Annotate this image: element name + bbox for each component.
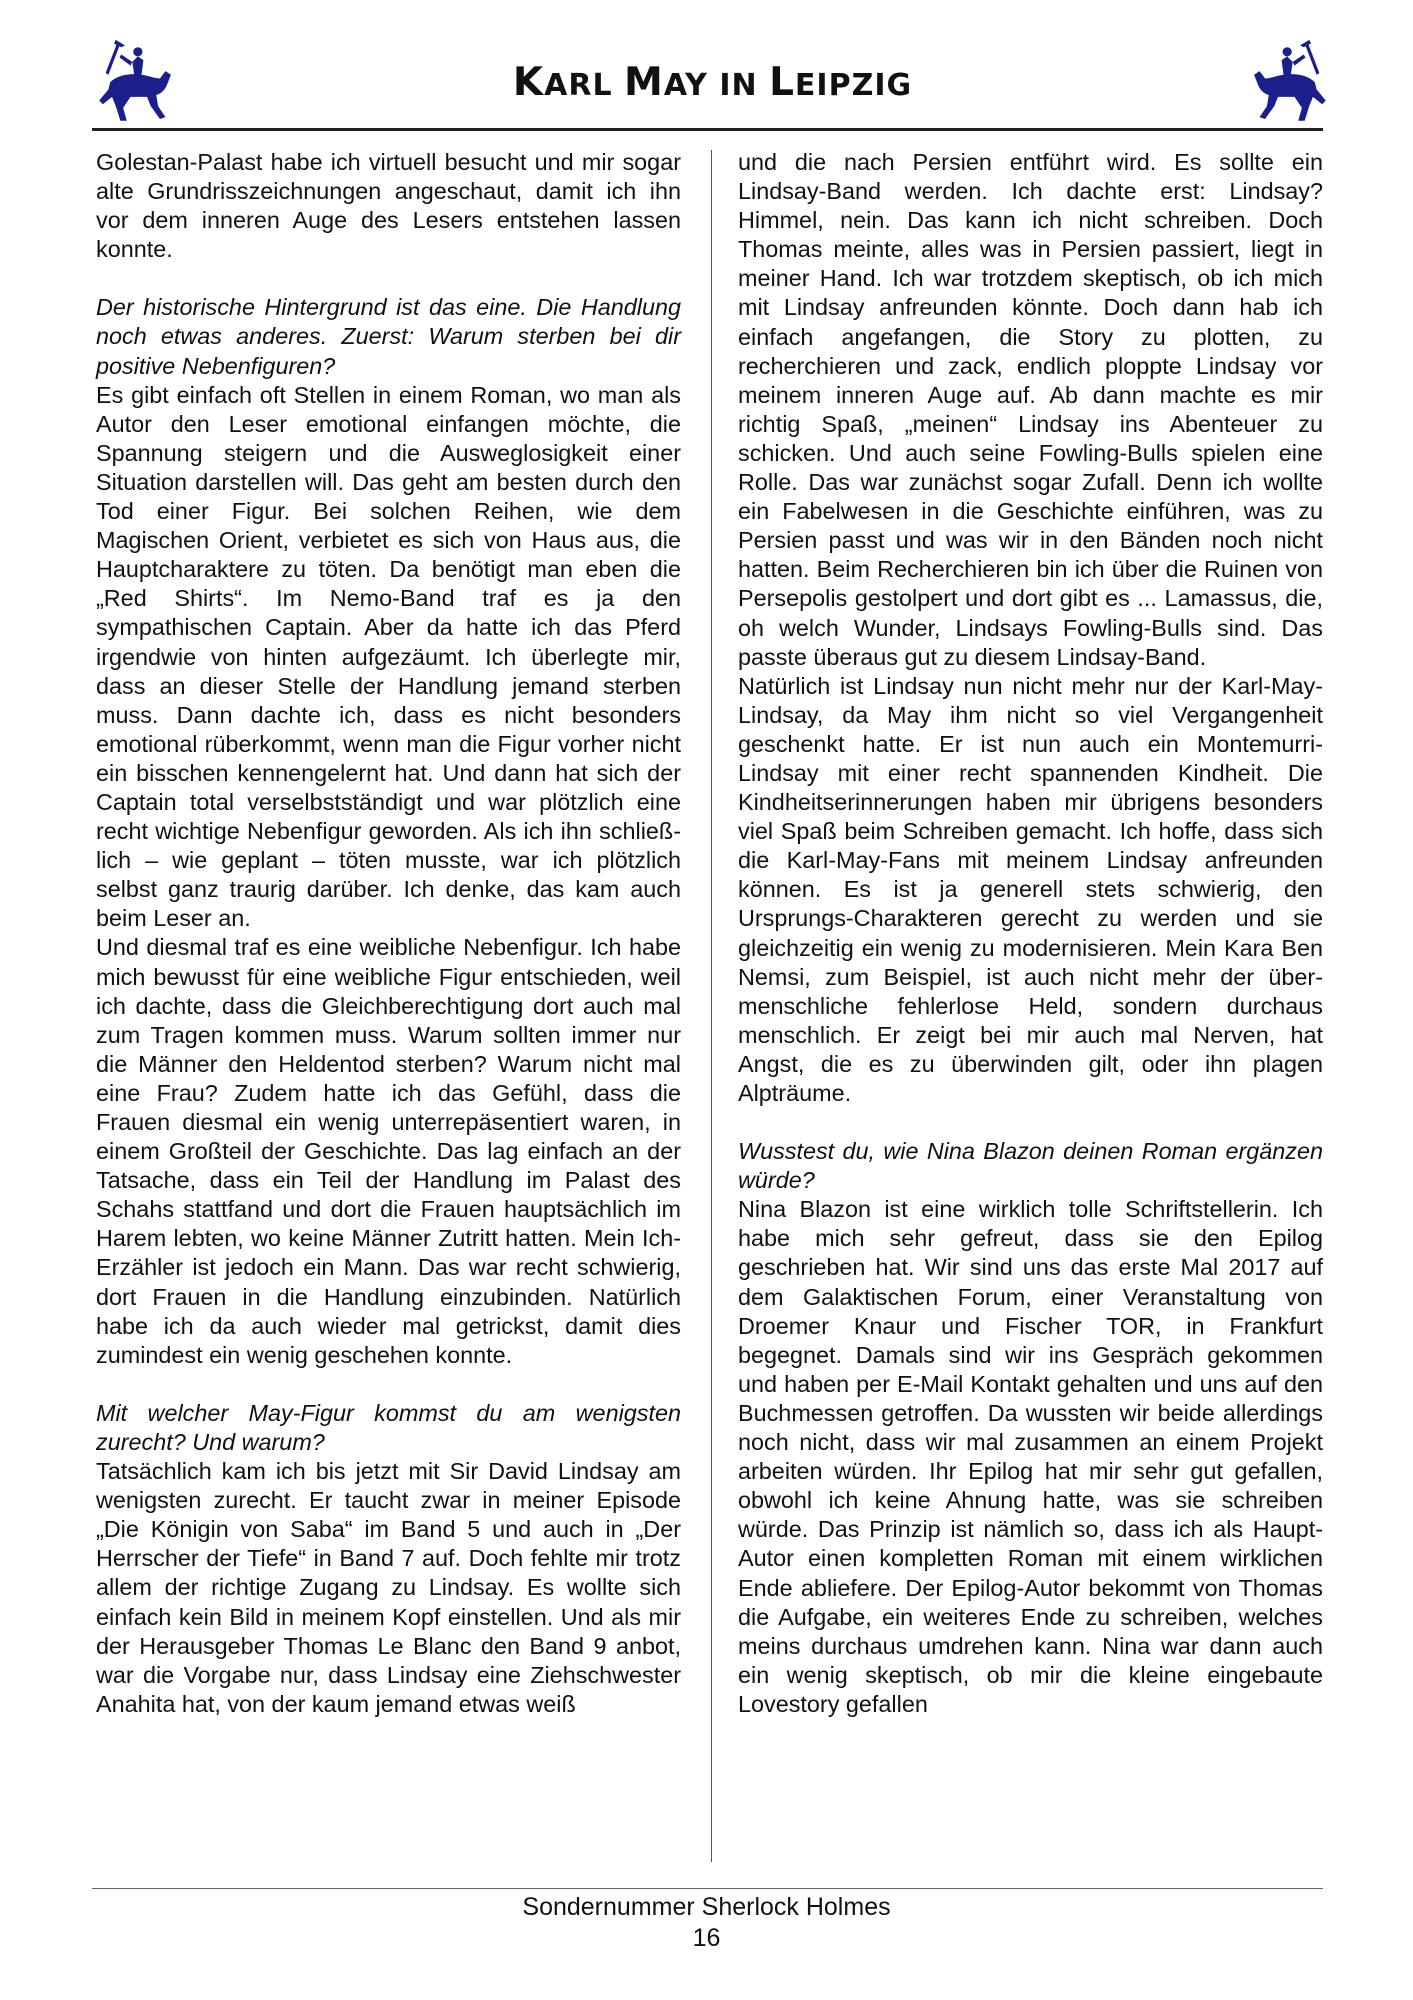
page-header (90, 38, 1335, 130)
publication-name: Sondernummer Sherlock Holmes (522, 1893, 891, 1921)
paragraph: Es gibt einfach oft Stellen in einem Roman, wo man als Autor den Leser emotional einfangen möchte, die Spannung steigern und die Ausweglosigkeit einer Situation darstellen will. Das geht am besten durch den Tod einer Figur. Bei solchen Reihen, wie dem Magischen Orient, verbietet es sich von Haus aus, die Hauptcharaktere zu töten. Da benötigt man eben die „Red Shirts“. Im Nemo-Band traf es ja den sympathischen Captain. Aber da hatte ich das Pferd irgendwie von hinten aufgezäumt. Ich überlegte mir, dass an dieser Stelle der Handlung jemand sterben muss. Dann dachte ich, dass es nicht besonders emotional rüberkommt, wenn man die Figur vorher nicht ein bisschen kennengelernt hat. Und dann hat sich der Captain total verselbstständigt und war plötzlich eine recht wichtige Nebenfigur geworden. Als ich ihn schließlich – wie geplant – töten musste, war ich plötzlich selbst ganz traurig darüber. Ich denke, das kam auch beim Leser an. (96, 381, 681, 932)
page-footer (0, 1892, 1413, 1954)
left-column (96, 148, 681, 1719)
interview-question: Mit welcher May-Figur kommst du am wenigsten zurecht? Und warum? (96, 1399, 681, 1455)
paragraph: Golestan-Palast habe ich virtuell besucht und mir sogar alte Grundrisszeichnungen angeschaut, damit ich ihn vor dem inneren Auge des Lesers entstehen lassen konnte. (96, 149, 681, 263)
interview-question: Der historische Hintergrund ist das eine. Die Handlung noch etwas anderes. Zuerst: Warum sterben bei dir positive Nebenfiguren? (96, 294, 681, 379)
right-column (738, 148, 1323, 1719)
paragraph: Und diesmal traf es eine weibliche Nebenfigur. Ich habe mich bewusst für eine weibliche Figur entschieden, weil ich dachte, dass die Gleichberechtigung dort auch mal zum Tragen kommen muss. Warum sollten immer nur die Männer den Heldentod sterben? Warum nicht mal eine Frau? Zudem hatte ich das Gefühl, dass die Frauen diesmal ein wenig unterrepäsentiert waren, in einem Großteil der Geschichte. Das lag einfach an der Tatsache, dass ein Teil der Handlung im Palast des Schahs stattfand und dort die Frauen hauptsächlich im Harem lebten, wo keine Männer Zutritt hatten. Mein Ich-Erzähler ist jedoch ein Mann. Das war recht schwierig, dort Frauen in die Handlung einzubinden. Natürlich habe ich da auch wieder mal getrickst, damit dies zumindest ein wenig geschehen konnte. (96, 934, 681, 1368)
magazine-title: KARL MAY IN LEIPZIG (512, 60, 913, 105)
interview-question: Wusstest du, wie Nina Blazon deinen Roman ergänzen würde? (738, 1138, 1323, 1194)
horseman-logo-icon (1243, 38, 1335, 130)
paragraph: Nina Blazon ist eine wirklich tolle Schriftstellerin. Ich habe mich sehr gefreut, dass sie den Epilog geschrieben hat. Wir sind uns das erste Mal 2017 auf dem Galaktischen Forum, einer Veranstaltung von Droemer Knaur und Fischer TOR, in Frankfurt begegnet. Damals sind wir ins Gespräch gekommen und haben per E-Mail Kontakt gehalten und uns auf den Buchmessen getroffen. Da wussten wir beide allerdings noch nicht, dass wir mal zusammen an einem Projekt arbeiten würden. Ihr Epilog hat mir sehr gut gefallen, obwohl ich keine Ahnung hatte, was sie schreiben würde. Das Prinzip ist nämlich so, dass ich als HauptAutor einen kompletten Roman mit einem wirklichen Ende abliefere. Der Epilog-Autor bekommt von Thomas die Aufgabe, ein weiteres Ende zu schreiben, welches meins durchaus umdrehen kann. Nina war dann auch ein wenig skeptisch, ob mir die kleine eingebaute Lovestory gefallen (738, 1196, 1323, 1717)
paragraph: und die nach Persien entführt wird. Es sollte ein Lindsay-Band werden. Ich dachte erst: Lindsay? Himmel, nein. Das kann ich nicht schreiben. Doch Thomas meinte, alles was in Persien passiert, liegt in meiner Hand. Ich war trotzdem skeptisch, ob ich mich mit Lindsay anfreunden könnte. Doch dann hab ich einfach angefangen, die Story zu plotten, zu recherchieren und zack, endlich ploppte Lindsay vor meinem inneren Auge auf. Ab dann machte es mir richtig Spaß, „meinen“ Lindsay ins Abenteuer zu schicken. Und auch seine Fowling-Bulls spielen eine Rolle. Das war zunächst sogar Zufall. Denn ich wollte ein Fabelwesen in die Geschichte einführen, was zu Persien passt und was wir in den Bänden noch nicht hatten. Beim Recherchieren bin ich über die Ruinen von Persepolis gestolpert und dort gibt es ... Lamassus, die, oh welch Wunder, Lindsays Fowling-Bulls sind. Das passte überaus gut zu diesem Lindsay-Band. (738, 149, 1323, 670)
header-rule (92, 128, 1323, 131)
page-number: 16 (692, 1924, 721, 1952)
column-divider (711, 150, 712, 1862)
paragraph: Natürlich ist Lindsay nun nicht mehr nur der Karl-May-Lindsay, da May ihm nicht so viel Vergangenheit geschenkt hatte. Er ist nun auch ein Montemurri-Lindsay mit einer recht spannenden Kindheit. Die Kindheitserinnerungen haben mir übrigens besonders viel Spaß beim Schreiben gemacht. Ich hoffe, dass sich die Karl-May-Fans mit meinem Lindsay anfreunden können. Es ist ja generell stets schwierig, den Ursprungs-Charakteren gerecht zu werden und sie gleichzeitig ein wenig zu modernisieren. Mein Kara Ben Nemsi, zum Beispiel, ist auch nicht mehr der übermenschliche fehlerlose Held, sondern durchaus menschlich. Er zeigt bei mir auch mal Nerven, hat Angst, die es zu überwinden gilt, oder ihn plagen Alpträume. (738, 672, 1323, 1106)
paragraph: Tatsächlich kam ich bis jetzt mit Sir David Lindsay am wenigsten zurecht. Er taucht zwar in meiner Episode „Die Königin von Saba“ im Band 5 und auch in „Der Herrscher der Tiefe“ in Band 7 auf. Doch fehlte mir trotz allem der richtige Zugang zu Lindsay. Es wollte sich einfach kein Bild in meinem Kopf einstellen. Und als mir der Herausgeber Thomas Le Blanc den Band 9 anbot, war die Vorgabe nur, dass Lindsay eine Ziehschwester Anahita hat, von der kaum jemand etwas weiß (96, 1458, 681, 1717)
footer-rule (92, 1888, 1323, 1889)
